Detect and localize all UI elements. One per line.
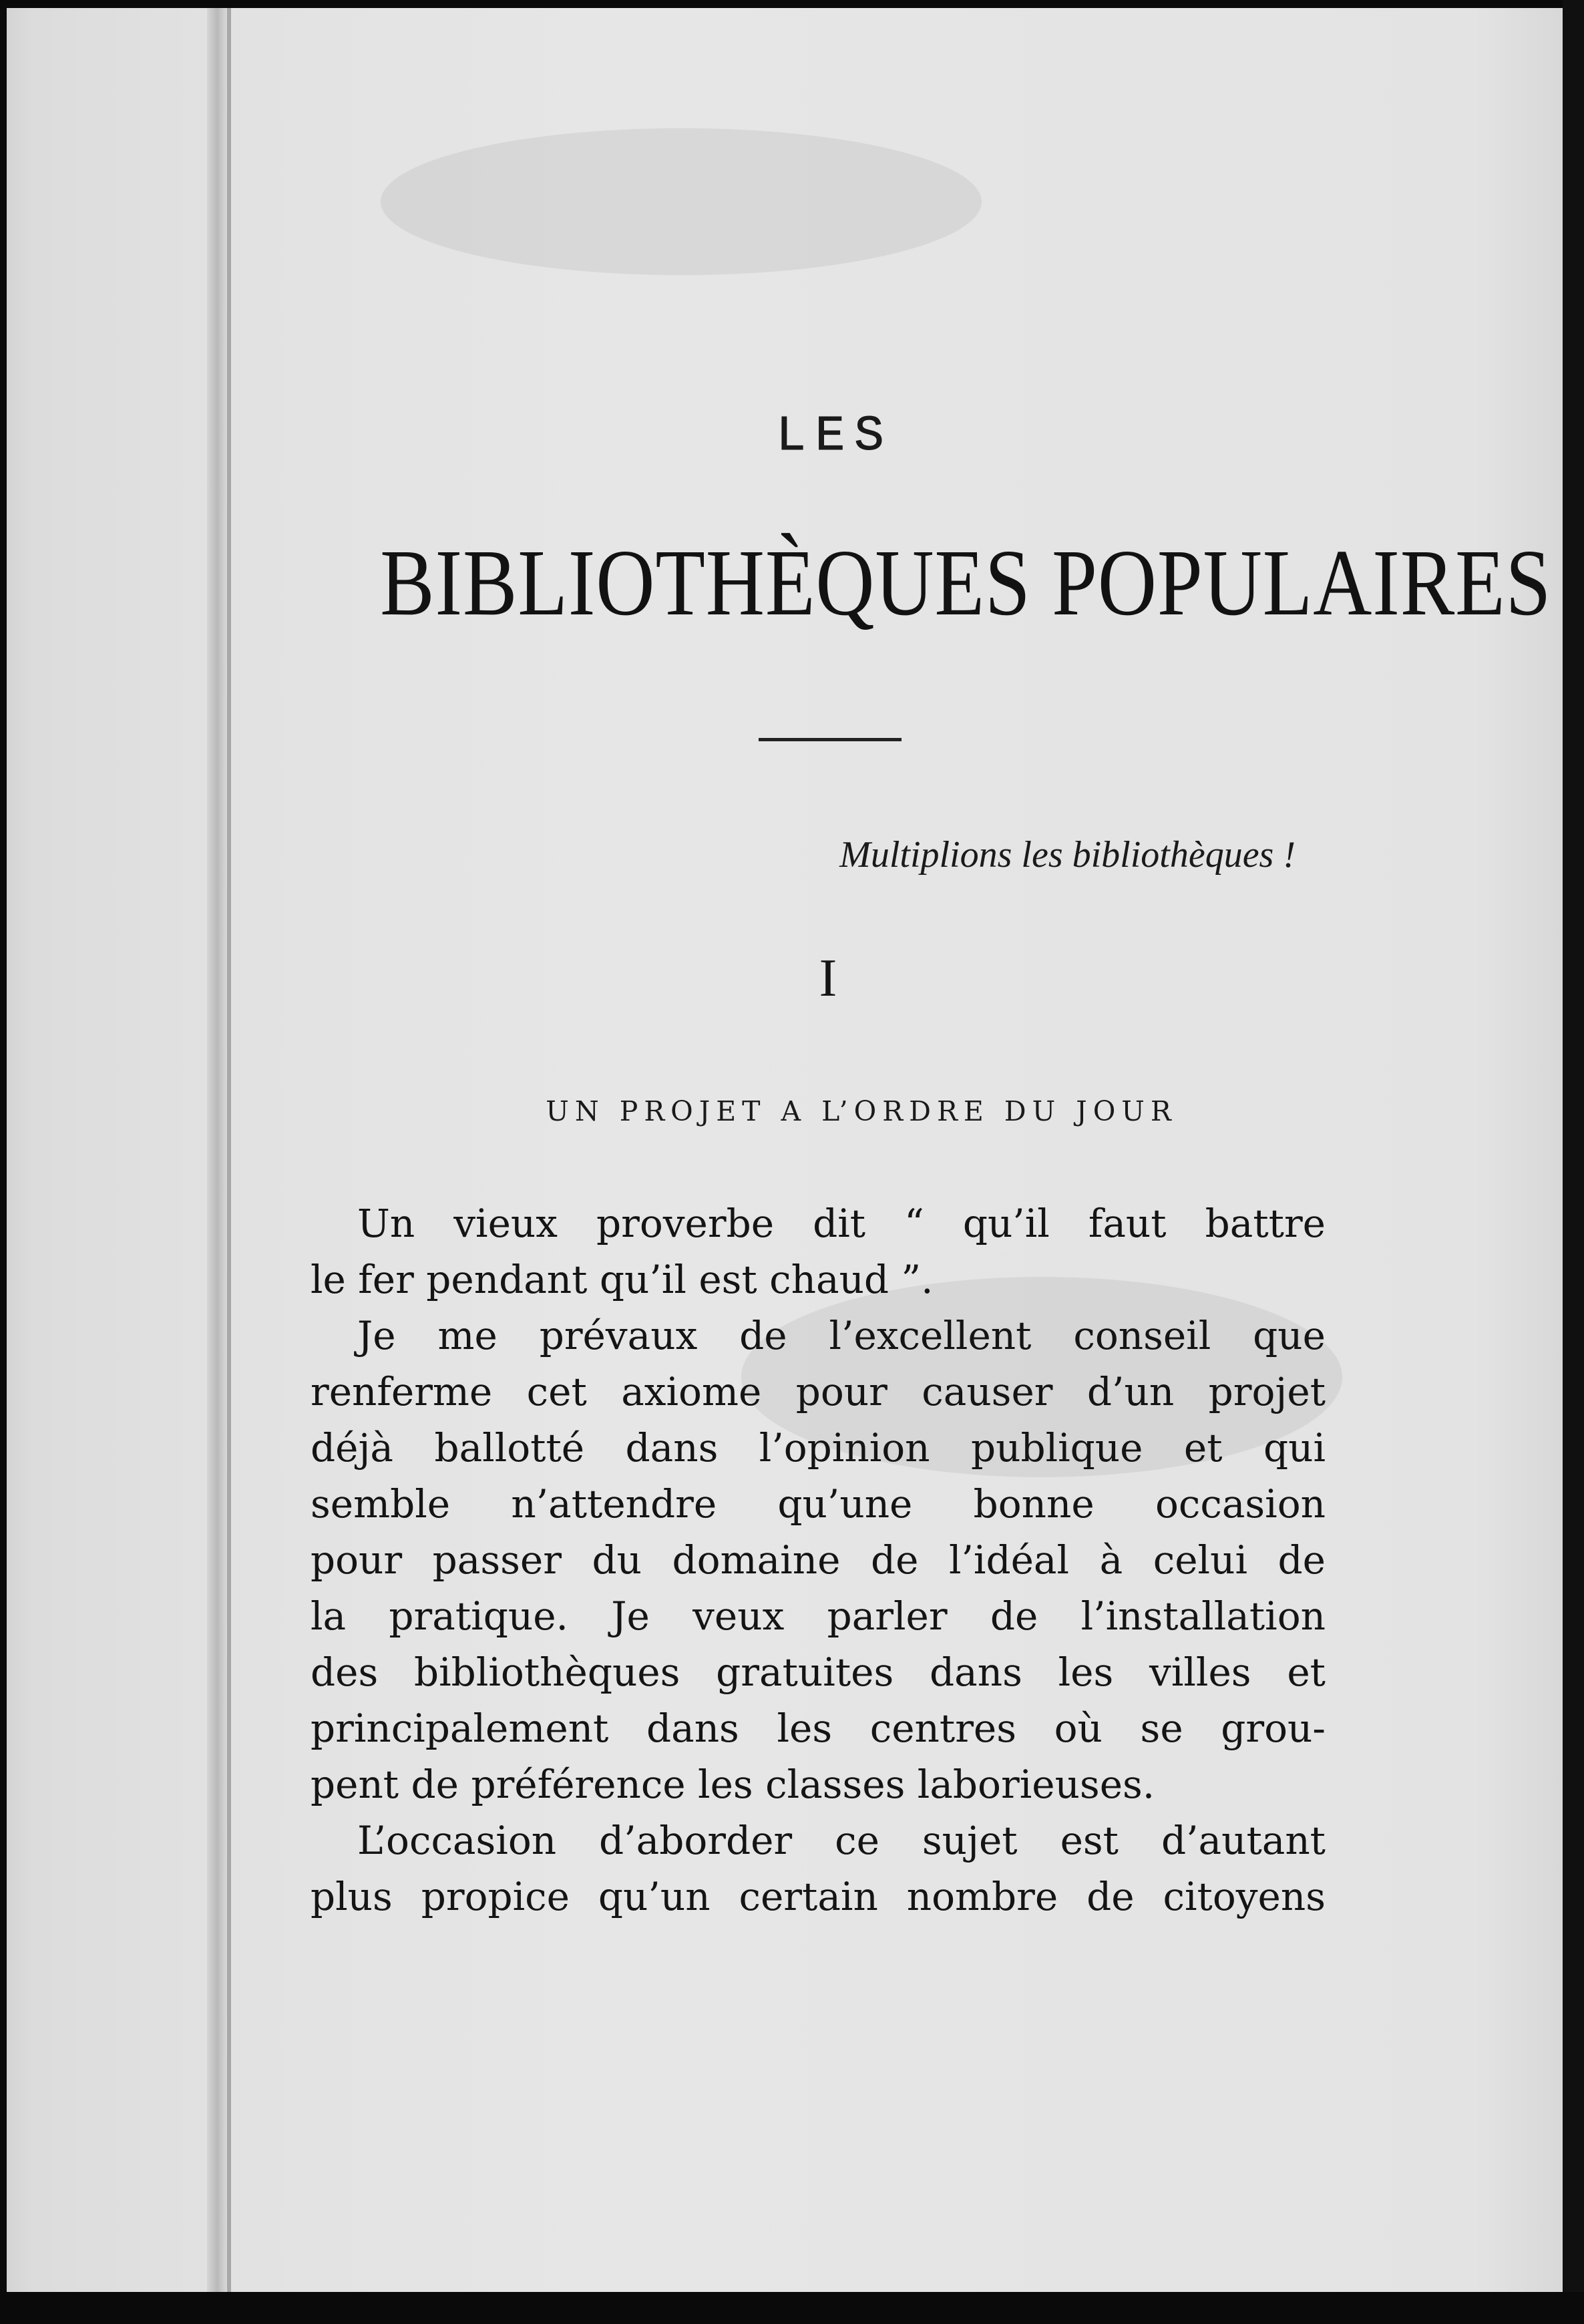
body-line: le fer pendant qu’il est chaud ”. bbox=[311, 1257, 934, 1302]
body-line: des bibliothèques gratuites dans les villes et bbox=[311, 1650, 1326, 1695]
title-rule bbox=[759, 738, 902, 741]
body-line: déjà ballotté dans l’opinion publique et qui bbox=[311, 1425, 1326, 1471]
body-line: Je me prévaux de l’excellent conseil que bbox=[357, 1313, 1326, 1358]
paper-smudge bbox=[381, 128, 982, 275]
book-page bbox=[7, 8, 1563, 2292]
title-kicker: LES bbox=[776, 409, 894, 465]
body-line: pent de préférence les classes laborieuses. bbox=[311, 1762, 1155, 1807]
body-line: renferme cet axiome pour causer d’un projet bbox=[311, 1369, 1326, 1414]
page-title: BIBLIOTHÈQUES POPULAIRES bbox=[380, 530, 1552, 635]
section-title: UN PROJET A L’ORDRE DU JOUR bbox=[546, 1095, 1177, 1127]
body-line: pour passer du domaine de l’idéal à celui de bbox=[311, 1537, 1326, 1583]
body-line: plus propice qu’un certain nombre de citoyens bbox=[311, 1874, 1326, 1919]
body-line: principalement dans les centres où se grou- bbox=[311, 1706, 1326, 1751]
scan-top-edge bbox=[0, 0, 1584, 8]
body-line: Un vieux proverbe dit “ qu’il faut battre bbox=[357, 1201, 1326, 1246]
section-numeral: I bbox=[819, 949, 837, 1008]
page-fold-shadow bbox=[207, 8, 227, 2292]
body-text bbox=[311, 1195, 1326, 1925]
body-line: semble n’attendre qu’une bonne occasion bbox=[311, 1481, 1326, 1527]
body-line: la pratique. Je veux parler de l’installation bbox=[311, 1593, 1326, 1639]
page-fold-line bbox=[227, 8, 231, 2292]
scan-bottom-edge bbox=[0, 2292, 1584, 2324]
scan-right-edge bbox=[1563, 0, 1584, 2324]
epigraph: Multiplions les bibliothèques ! bbox=[839, 834, 1296, 876]
body-line: L’occasion d’aborder ce sujet est d’autant bbox=[357, 1818, 1326, 1863]
